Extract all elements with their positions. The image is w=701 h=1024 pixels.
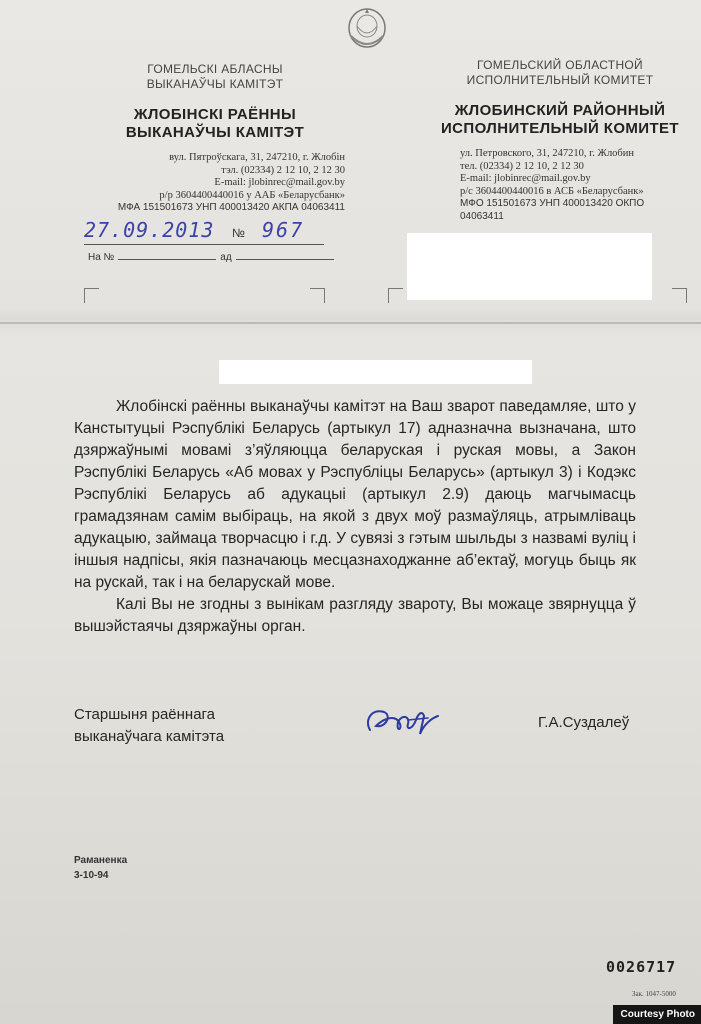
state-emblem-icon: [346, 6, 388, 50]
number-symbol: №: [232, 226, 245, 240]
na-label: На №: [88, 252, 115, 263]
letter-body: [74, 396, 636, 638]
body-paragraph: Жлобінскі раённы выканаўчы камітэт на Ваш зварот паведамляе, што у Канстытуцыі Рэспублікі Беларусь (артыкул 17) адназначна вызначана, што дзяржаўнымі мовамі з’яўляюцца беларуская і руская мовы, а Закон Рэспублікі Беларусь «Аб мовах у Рэспубліцы Беларусь» (артыкул 3) і Кодэкс Рэспублікі Беларусь аб адукацыі (артыкул 2.9) даюць магчымасць грамадзянам самім выбіраць, на якой з двух моў размаўляць, атрымліваць адукацыю, займаца творчасцю і г.д. У сувязі з гэтым шыльды з назвамі вуліц і іншыя надпісы, якія пазначаюць месцазнаходжанне аб’ектаў, могуць быць як на рускай, так і на беларускай мове.: [74, 398, 636, 591]
address-window-corner: [388, 288, 403, 303]
form-serial-number: 0026717: [606, 958, 677, 976]
bank-line: р/с 3604400440016 в АСБ «Беларусбанк»: [460, 185, 644, 197]
address-line: вул. Пятроўскага, 31, 247210, г. Жлобін: [169, 152, 345, 163]
phone-line: тэл. (02334) 2 12 10, 2 12 30: [221, 164, 345, 176]
executor-info: [74, 853, 127, 883]
ad-label: ад: [220, 252, 232, 263]
redacted-recipient: [407, 233, 652, 300]
handwritten-number: 967: [262, 218, 305, 242]
signatory-name: Г.А.Суздалеў: [538, 714, 630, 731]
region-line: ГОМЕЛЬСКІ АБЛАСНЫ: [147, 62, 283, 76]
org-name-line: ВЫКАНАЎЧЫ КАМІТЭТ: [125, 124, 305, 141]
region-line: ИСПОЛНИТЕЛЬНЫЙ КОМИТЕТ: [466, 73, 654, 87]
header-russian: [430, 58, 690, 223]
paper-fold: [0, 322, 701, 324]
email-line: E-mail: jlobinrec@mail.gov.by: [214, 177, 345, 188]
role-line: Старшыня раённага: [74, 706, 216, 723]
print-order-note: Зак. 1047-5000: [632, 990, 676, 998]
body-paragraph: Калі Вы не згодны з вынікам разгляду звароту, Вы можаце звярнуцца ў вышэйстаячы дзяржаўны орган.: [74, 596, 636, 635]
redacted-salutation: [219, 360, 532, 384]
photo-credit: Courtesy Photo: [613, 1005, 701, 1024]
blank-line: [118, 250, 216, 260]
org-name-line: ЖЛОБИНСКИЙ РАЙОННЫЙ: [454, 102, 666, 119]
role-line: выканаўчага камітэта: [74, 728, 225, 745]
handwritten-date: 27.09.2013: [84, 218, 215, 242]
reply-reference-line: [88, 250, 338, 263]
reference-date-number: [84, 220, 324, 245]
org-name-line: ЖЛОБІНСКІ РАЁННЫ: [133, 106, 297, 123]
address-line: ул. Петровского, 31, 247210, г. Жлобин: [460, 148, 635, 159]
email-line: E-mail: jlobinrec@mail.gov.by: [460, 173, 591, 184]
address-window-corner: [310, 288, 325, 303]
org-name-line: ИСПОЛНИТЕЛЬНЫЙ КОМИТЕТ: [441, 120, 679, 137]
region-line: ГОМЕЛЬСКИЙ ОБЛАСТНОЙ: [477, 58, 643, 72]
codes-line: МФО 151501673 УНП 400013420 ОКПО 04063411: [460, 198, 645, 222]
header-belarusian: [85, 62, 345, 215]
handwritten-signature: [362, 700, 442, 742]
bank-line: р/р 3604400440016 у ААБ «Беларусбанк»: [159, 189, 345, 201]
phone-line: тел. (02334) 2 12 10, 2 12 30: [460, 160, 584, 172]
address-window-corner: [672, 288, 687, 303]
executor-phone: 3-10-94: [74, 870, 109, 881]
executor-name: Раманенка: [74, 855, 128, 866]
codes-line: МФА 151501673 УНП 400013420 АКПА 04063411: [117, 202, 345, 213]
address-window-corner: [84, 288, 99, 303]
blank-line: [236, 250, 334, 260]
region-line: ВЫКАНАЎЧЫ КАМІТЭТ: [146, 77, 284, 91]
signatory-role: [74, 704, 274, 748]
